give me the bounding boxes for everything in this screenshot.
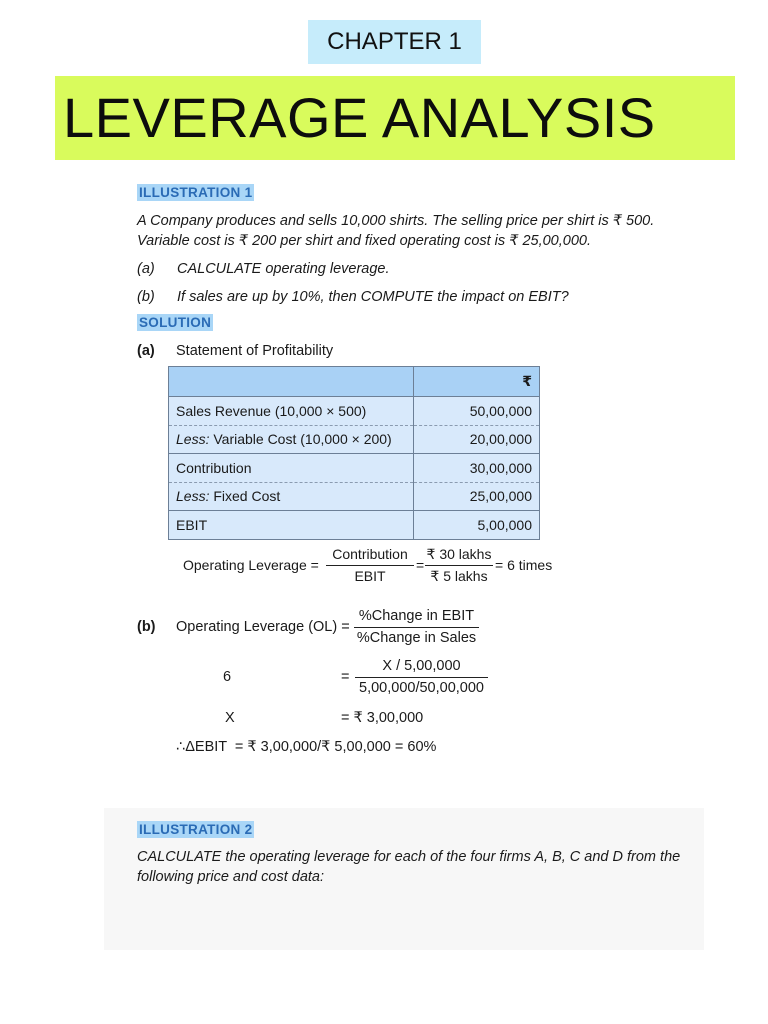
table-row [169,482,540,511]
table-header-blank [169,367,414,397]
illustration-2-tag: ILLUSTRATION 2 [139,822,253,837]
solution-tag: SOLUTION [139,315,212,330]
part-b-row2-left: 6 [223,669,232,685]
part-b-row2-equals: = [341,669,350,685]
table-header-currency: ₹ [414,367,540,397]
problem-line-2: Variable cost is ₹ 200 per shirt and fixed operating cost is ₹ 25,00,000. [137,233,591,249]
problem-line-1: A Company produces and sells 10,000 shirts. The selling price per shirt is ₹ 500. [137,213,655,229]
part-a-title: Statement of Profitability [176,343,334,359]
ol-fraction-1 [326,545,414,585]
illustration-2-line-1: CALCULATE the operating leverage for each of the four firms A, B, C and D from the [137,849,681,865]
row-value: 30,00,000 [414,454,540,483]
ol-fraction-1-numerator: Contribution [326,545,414,566]
row-value: 50,00,000 [414,397,540,426]
part-b-row3-left: X [225,710,235,726]
illustration-1-tag: ILLUSTRATION 1 [139,185,253,200]
table-row [169,454,540,483]
question-b-text: If sales are up by 10%, then COMPUTE the impact on EBIT? [177,289,569,305]
chapter-label: CHAPTER 1 [308,20,481,64]
row-label: Less: Variable Cost (10,000 × 200) [169,425,414,454]
part-a-label: (a) [137,343,155,359]
part-b-fraction [354,607,479,647]
illustration-2-text [137,847,697,887]
question-a [137,259,155,279]
ol-fraction-2 [425,545,493,585]
part-b-lhs: Operating Leverage (OL) = [176,619,350,635]
page-title: LEVERAGE ANALYSIS [63,86,656,149]
table-header-row [169,367,540,397]
part-b-row3-right: = ₹ 3,00,000 [341,710,424,726]
table-row [169,397,540,426]
row-value: 25,00,000 [414,482,540,511]
part-b-row2-numerator: X / 5,00,000 [355,657,488,678]
illustration-1-heading [137,184,254,202]
ol-fraction-2-denominator: ₹ 5 lakhs [430,568,488,584]
question-a-label: (a) [137,261,155,277]
profitability-table [168,366,540,540]
illustration-2-heading [137,821,254,839]
part-b-fraction-numerator: %Change in EBIT [354,607,479,628]
part-b-label: (b) [137,619,156,635]
ol-fraction-1-denominator: EBIT [354,568,386,584]
row-label: Less: Fixed Cost [169,482,414,511]
row-value: 20,00,000 [414,425,540,454]
problem-statement [137,211,697,251]
row-label: Sales Revenue (10,000 × 500) [169,397,414,426]
title-banner [55,76,735,160]
part-b-row2-fraction [355,657,488,697]
illustration-2-line-2: following price and cost data: [137,869,324,885]
table-row [169,425,540,454]
part-b-conclusion: ∴ΔEBIT = ₹ 3,00,000/₹ 5,00,000 = 60% [176,739,437,755]
row-value: 5,00,000 [414,511,540,540]
table-row [169,511,540,540]
ol-formula-lhs: Operating Leverage = [183,557,319,573]
ol-fraction-2-numerator: ₹ 30 lakhs [425,545,493,566]
question-b-label: (b) [137,289,155,305]
question-a-text: CALCULATE operating leverage. [177,261,390,277]
ol-result: = 6 times [495,557,553,573]
question-b [137,287,155,307]
part-b-row2-denominator: 5,00,000/50,00,000 [359,680,484,696]
row-label: Contribution [169,454,414,483]
part-b-fraction-denominator: %Change in Sales [356,630,477,646]
ol-formula-equals: = [416,557,425,573]
row-label: EBIT [169,511,414,540]
solution-heading [137,314,213,332]
